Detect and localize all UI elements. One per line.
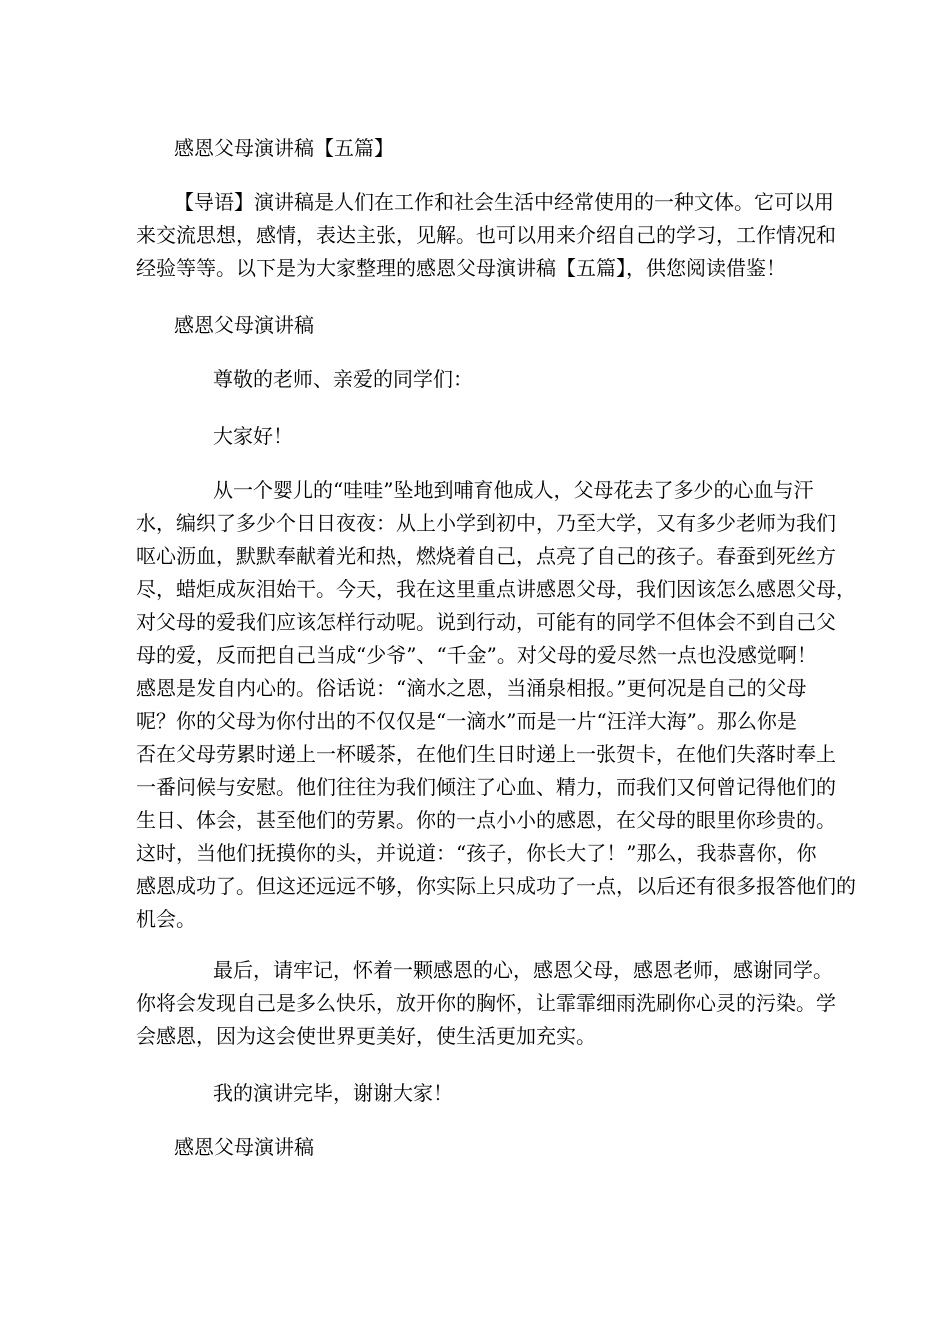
body-line: 呢？你的父母为你付出的不仅仅是“一滴水”而是一片“汪洋大海”。那么你是 (136, 709, 797, 733)
body-line: 从一个婴儿的“哇哇”坠地到哺育他成人，父母花去了多少的心血与汗 (213, 478, 814, 502)
intro-line: 【导语】演讲稿是人们在工作和社会生活中经常使用的一种文体。它可以用 (174, 190, 834, 214)
intro-paragraph (136, 186, 836, 285)
intro-line: 来交流思想，感情，表达主张，见解。也可以用来介绍自己的学习，工作情况和 (136, 223, 836, 247)
body-line: 这时，当他们抚摸你的头，并说道：“孩子，你长大了！”那么，我恭喜你，你 (136, 841, 817, 865)
ending-line: 我的演讲完毕，谢谢大家！ (213, 1081, 453, 1105)
closing-paragraph (136, 954, 836, 1053)
body-line: 生日、体会，甚至他们的劳累。你的一点小小的感恩，在父母的眼里你珍贵的。 (136, 808, 836, 832)
body-line: 呕心沥血，默默奉献着光和热，燃烧着自己，点亮了自己的孩子。春蚕到死丝方 (136, 544, 836, 568)
closing-line: 会感恩，因为这会使世界更美好，使生活更加充实。 (136, 1024, 596, 1048)
body-line: 水，编织了多少个日日夜夜：从上小学到初中，乃至大学，又有多少老师为我们 (136, 511, 836, 535)
document-title: 感恩父母演讲稿【五篇】 (174, 136, 394, 160)
body-line: 母的爱，反而把自己当成“少爷”、“千金”。对父母的爱尽然一点也没感觉啊！ (136, 643, 817, 667)
body-line: 对父母的爱我们应该怎样行动呢。说到行动，可能有的同学不但体会不到自己父 (136, 610, 836, 634)
body-line: 一番问候与安慰。他们往往为我们倾注了心血、精力，而我们又何曾记得他们的 (136, 775, 836, 799)
intro-line: 经验等等。以下是为大家整理的感恩父母演讲稿【五篇】，供您阅读借鉴！ (136, 256, 786, 280)
body-paragraph (136, 474, 856, 936)
body-line: 机会。 (136, 907, 196, 931)
body-line: 否在父母劳累时递上一杯暖茶，在他们生日时递上一张贺卡，在他们失落时奉上 (136, 742, 836, 766)
closing-line: 最后，请牢记，怀着一颗感恩的心，感恩父母，感恩老师，感谢同学。 (213, 958, 833, 982)
greeting: 大家好！ (213, 424, 293, 448)
salutation: 尊敬的老师、亲爱的同学们： (213, 367, 473, 391)
body-line: 感恩成功了。但这还远远不够，你实际上只成功了一点，以后还有很多报答他们的 (136, 874, 856, 898)
body-line: 尽，蜡炬成灰泪始干。今天，我在这里重点讲感恩父母，我们因该怎么感恩父母， (136, 577, 856, 601)
closing-line: 你将会发现自己是多么快乐，放开你的胸怀，让霏霏细雨洗刷你心灵的污染。学 (136, 991, 836, 1015)
body-line: 感恩是发自内心的。俗话说：“滴水之恩，当涌泉相报。”更何况是自己的父母 (136, 676, 807, 700)
section2-heading: 感恩父母演讲稿 (174, 1135, 314, 1159)
section1-heading: 感恩父母演讲稿 (174, 313, 314, 337)
